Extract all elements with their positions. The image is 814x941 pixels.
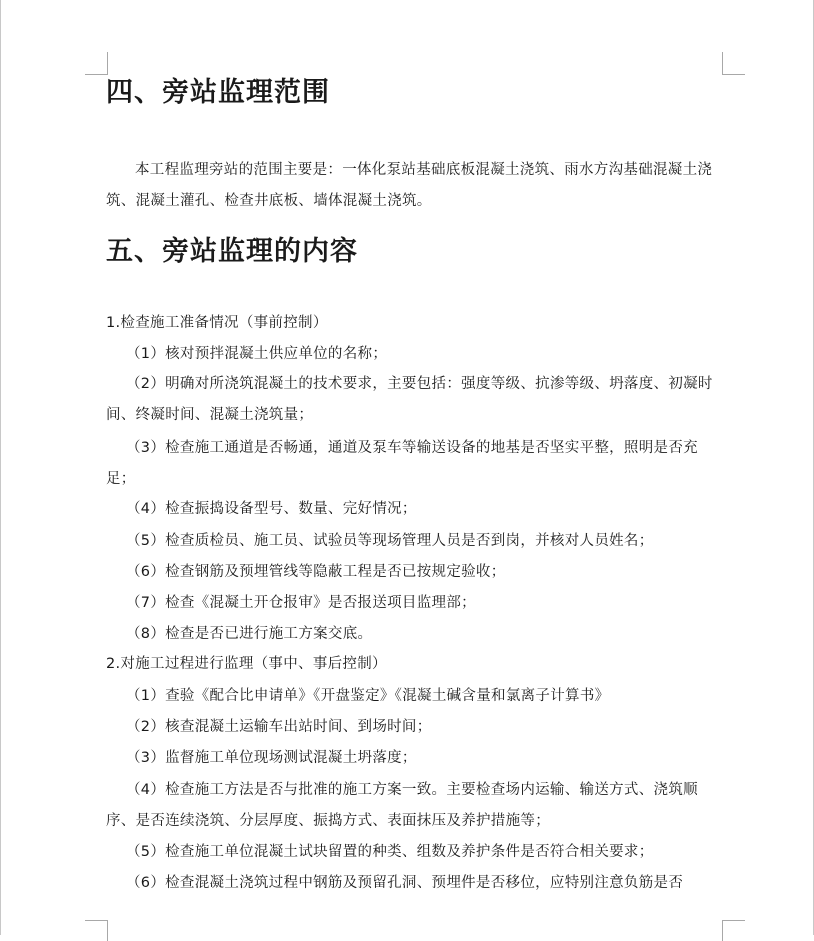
section4-heading: 四、旁站监理范围 [106, 77, 330, 108]
section5-heading: 五、旁站监理的内容 [106, 236, 358, 267]
group2-item-1: （1）查验《配合比申请单》《开盘鉴定》《混凝土碱含量和氯离子计算书》 [126, 688, 610, 704]
group1-item-7: （7）检查《混凝土开仓报审》是否报送项目监理部； [126, 595, 476, 611]
group2-title: 2.对施工过程进行监理（事中、事后控制） [106, 656, 387, 672]
group1-item-1: （1）核对预拌混凝土供应单位的名称； [126, 346, 388, 362]
group1-item-8: （8）检查是否已进行施工方案交底。 [126, 626, 373, 642]
group2-item-3: （3）监督施工单位现场测试混凝土坍落度； [126, 750, 417, 766]
group1-item-2: （2）明确对所浇筑混凝土的技术要求，主要包括：强度等级、抗渗等级、坍落度、初凝时间、终凝时间、混凝土浇筑量； [106, 376, 713, 423]
group2-item-2: （2）核查混凝土运输车出站时间、到场时间； [126, 719, 432, 735]
group2-item-4: （4）检查施工方法是否与批准的施工方案一致。主要检查场内运输、输送方式、浇筑顺序、是否连续浇筑、分层厚度、振捣方式、表面抹压及养护措施等； [106, 782, 698, 829]
page-edge-left [0, 0, 1, 935]
group1-item-6: （6）检查钢筋及预埋管线等隐蔽工程是否已按规定验收； [126, 564, 506, 580]
group1-item-3: （3）检查施工通道是否畅通，通道及泵车等输送设备的地基是否坚实平整，照明是否充足； [106, 440, 698, 487]
crop-mark-bottom-left [85, 920, 108, 941]
crop-mark-top-left [85, 52, 108, 75]
group1-item-5: （5）检查质检员、施工员、试验员等现场管理人员是否到岗，并核对人员姓名； [126, 533, 654, 549]
crop-mark-top-right [722, 52, 745, 75]
group2-item-5: （5）检查施工单位混凝土试块留置的种类、组数及养护条件是否符合相关要求； [126, 844, 654, 860]
section4-body: 本工程监理旁站的范围主要是：一体化泵站基础底板混凝土浇筑、雨水方沟基础混凝土浇筑、混凝土灌孔、检查井底板、墙体混凝土浇筑。 [106, 162, 713, 209]
group2-item-6: （6）检查混凝土浇筑过程中钢筋及预留孔洞、预埋件是否移位，应特别注意负筋是否 [126, 875, 684, 891]
group1-item-4: （4）检查振捣设备型号、数量、完好情况； [126, 501, 417, 517]
crop-mark-bottom-right [722, 920, 745, 941]
group1-title: 1.检查施工准备情况（事前控制） [106, 315, 328, 331]
